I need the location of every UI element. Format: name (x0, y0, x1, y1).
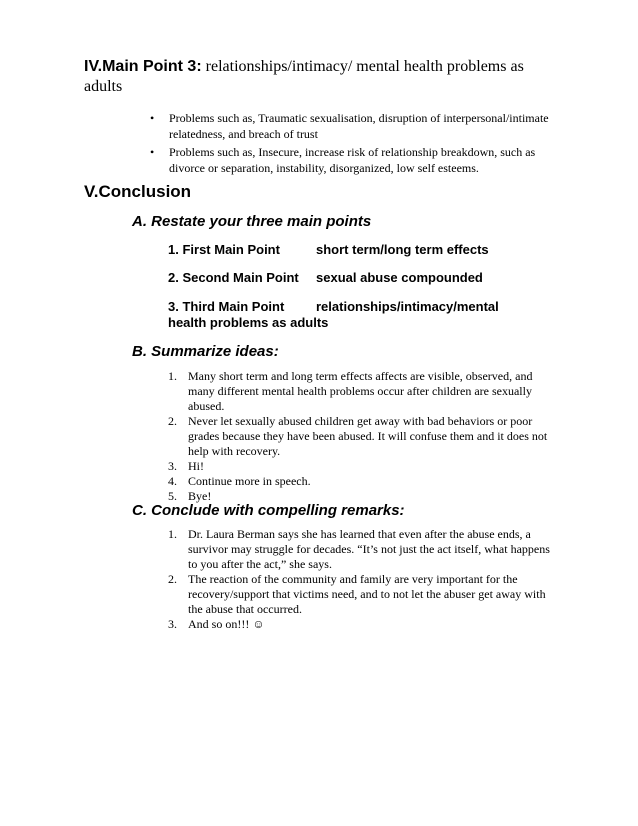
item-number: 3. (168, 459, 177, 473)
bullet-item (150, 144, 550, 176)
restate-points-heading: A. Restate your three main points (132, 213, 372, 230)
bullet-icon: • (150, 111, 155, 125)
restated-point-label: 3. Third Main Point (168, 299, 285, 314)
remark-item (168, 527, 550, 572)
item-number: 4. (168, 474, 177, 488)
restated-point-value: short term/long term effects (316, 242, 489, 257)
restated-point (168, 270, 483, 286)
restated-point (168, 242, 489, 258)
remark-text: The reaction of the community and family are very important for the recovery/support that victims need, and to not let the abuser get away with the abuse that occurred. (188, 572, 546, 616)
main-point-3-bullet-list (150, 110, 550, 178)
bullet-item (150, 110, 550, 142)
restated-point-continuation: health problems as adults (168, 315, 329, 330)
item-number: 5. (168, 489, 177, 503)
summary-item (168, 459, 550, 474)
item-number: 1. (168, 527, 177, 541)
remark-item (168, 617, 550, 632)
remark-text: And so on!!! ☺ (188, 617, 265, 631)
restated-point-label: 1. First Main Point (168, 242, 280, 257)
item-number: 2. (168, 572, 177, 586)
summary-text: Hi! (188, 459, 204, 473)
compelling-remarks-heading: C. Conclude with compelling remarks: (132, 502, 405, 519)
summary-list (168, 369, 550, 504)
restated-points-list (168, 242, 548, 332)
summary-text: Continue more in speech. (188, 474, 311, 488)
restated-point-value: sexual abuse compounded (316, 270, 483, 285)
conclusion-heading: V.Conclusion (84, 182, 192, 201)
remark-text: Dr. Laura Berman says she has learned that even after the abuse ends, a survivor may struggle for decades. “It’s not just the act itself, what happens to you after the act,” she says. (188, 527, 550, 571)
main-point-3-heading (84, 57, 564, 97)
summary-text: Bye! (188, 489, 212, 503)
item-number: 2. (168, 414, 177, 428)
summary-item (168, 474, 550, 489)
bullet-text: Problems such as, Traumatic sexualisation, disruption of interpersonal/intimate relatedness, and breach of trust (169, 111, 549, 141)
bullet-text: Problems such as, Insecure, increase risk of relationship breakdown, such as divorce or separation, instability, disorganized, low self esteems. (169, 145, 536, 175)
remarks-list (168, 527, 550, 632)
item-number: 3. (168, 617, 177, 631)
bullet-icon: • (150, 145, 155, 159)
restated-point (168, 299, 499, 315)
summarize-ideas-heading: B. Summarize ideas: (132, 343, 279, 360)
restated-point-value: relationships/intimacy/mental (316, 299, 499, 314)
summary-text: Never let sexually abused children get away with bad behaviors or poor grades because they have been abused. It will confuse them and it does not help with recovery. (188, 414, 548, 458)
remark-item (168, 572, 550, 617)
main-point-3-label: IV.Main Point 3: (84, 58, 202, 75)
summary-text: Many short term and long term effects affects are visible, observed, and many different mental health problems occur after children are sexually abused. (188, 369, 533, 413)
restated-point-label: 2. Second Main Point (168, 270, 299, 285)
item-number: 1. (168, 369, 177, 383)
summary-item (168, 369, 550, 414)
summary-item (168, 414, 550, 459)
main-point-3-topic: relationships/intimacy/ mental health problems as adults (84, 58, 524, 95)
